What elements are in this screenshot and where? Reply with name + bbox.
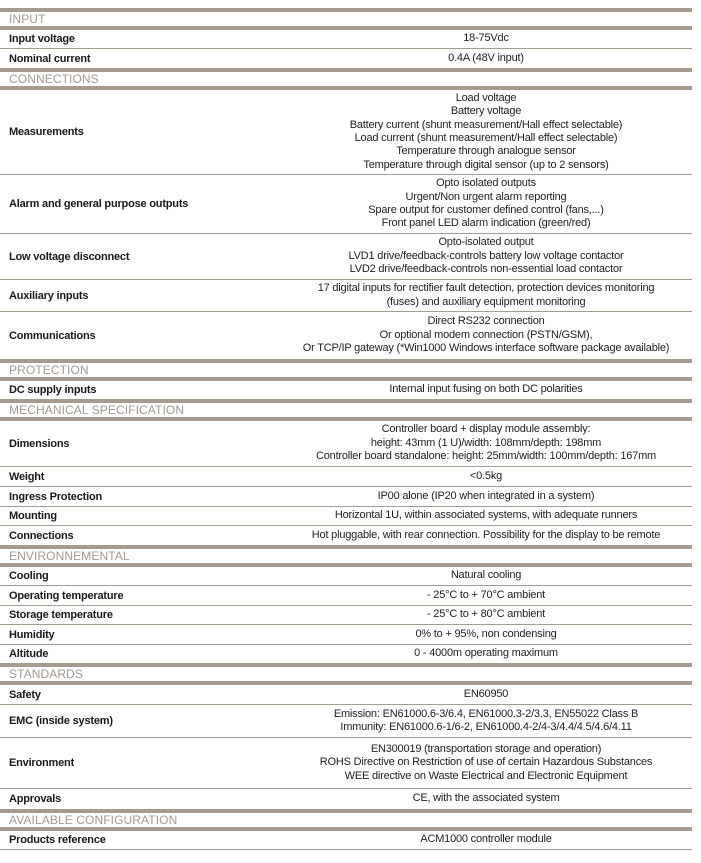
- spec-value: [280, 831, 692, 848]
- spec-row-products-reference: [0, 831, 692, 850]
- spec-row-weight: [0, 467, 692, 487]
- spec-row-storage-temperature: [0, 606, 692, 625]
- spec-value-line: Opto isolated outputs: [436, 177, 536, 190]
- spec-label: Products reference: [9, 834, 106, 846]
- spec-row-safety: [0, 685, 692, 705]
- section-header-connections: CONNECTIONS: [9, 72, 99, 86]
- spec-value: [280, 175, 692, 233]
- spec-value-line: 18-75Vdc: [463, 32, 509, 45]
- spec-value-line: Battery voltage: [450, 105, 522, 118]
- spec-value-line: LVD1 drive/feedback-controls battery low voltage contactor: [348, 249, 624, 262]
- spec-value-line: IP00 alone (IP20 when integrated in a system): [377, 489, 595, 502]
- spec-value-line: Or optional modem connection (PSTN/GSM),: [379, 328, 593, 341]
- spec-value: [280, 468, 692, 485]
- spec-value-line: Opto-isolated output: [438, 236, 534, 249]
- spec-row-environment: [0, 738, 692, 789]
- spec-label: Weight: [9, 470, 45, 483]
- spec-value-line: Battery current (shunt measurement/Hall effect selectable): [349, 118, 623, 131]
- spec-value-line: 0.4A (48V input): [448, 51, 524, 64]
- spec-row-emc-inside-system: [0, 705, 692, 738]
- spec-value-line: Hot pluggable, with rear connection. Possibility for the display to be remote: [311, 528, 661, 541]
- spec-value: [280, 527, 692, 544]
- spec-row-nominal-current: [0, 49, 692, 68]
- spec-value-line: Temperature through digital sensor (up to 2 sensors): [363, 158, 609, 171]
- spec-value-line: Spare output for customer defined control (fans,...): [368, 204, 604, 216]
- spec-label: DC supply inputs: [9, 384, 97, 396]
- spec-row-approvals: [0, 789, 692, 809]
- spec-label: Auxiliary inputs: [9, 289, 89, 302]
- spec-label: Storage temperature: [9, 609, 113, 621]
- spec-value: [280, 741, 692, 785]
- spec-row-dc-supply-inputs: [0, 381, 692, 399]
- spec-value: [280, 30, 692, 47]
- spec-value-line: Direct RS232 connection: [427, 315, 545, 328]
- spec-row-input-voltage: [0, 30, 692, 49]
- spec-value: [280, 421, 692, 465]
- spec-row-ingress-protection: [0, 487, 692, 507]
- spec-label: Low voltage disconnect: [9, 250, 130, 263]
- spec-value-line: ROHS Directive on Restriction of use of certain Hazardous Substances: [319, 756, 653, 769]
- spec-label: Environment: [9, 757, 75, 769]
- spec-value: [280, 686, 692, 703]
- spec-value: [280, 50, 692, 67]
- spec-value-line: (fuses) and auxiliary equipment monitoring: [386, 295, 586, 308]
- spec-row-operating-temperature: [0, 586, 692, 606]
- spec-row-communications: [0, 312, 692, 359]
- spec-value: [280, 626, 692, 643]
- spec-value: [280, 790, 692, 807]
- section-header-available-configuration: AVAILABLE CONFIGURATION: [9, 813, 178, 827]
- spec-value-line: 0% to + 95%, non condensing: [415, 627, 557, 640]
- spec-value-line: Controller board + display module assembly:: [381, 423, 591, 436]
- spec-value-line: Internal input fusing on both DC polarities: [389, 383, 583, 396]
- spec-label: Input voltage: [9, 33, 75, 45]
- section-header-input: INPUT: [9, 12, 46, 26]
- spec-value: [280, 606, 692, 623]
- spec-value-line: Emission: EN61000.6-3/6.4, EN61000.3-2/3.3, EN55022 Class B: [333, 707, 639, 720]
- spec-value-line: 0 - 4000m operating maximum: [414, 647, 558, 660]
- spec-value-line: Temperature through analogue sensor: [396, 145, 576, 158]
- spec-value-line: EN60950: [463, 687, 509, 700]
- spec-row-alarm-and-general-purpose-outputs: [0, 175, 692, 234]
- spec-label: Cooling: [9, 570, 49, 582]
- spec-label: Nominal current: [9, 52, 91, 65]
- spec-value: [280, 587, 692, 604]
- spec-value: [280, 280, 692, 311]
- spec-value-line: 17 digital inputs for rectifier fault detection, protection devices monitoring: [317, 282, 655, 295]
- spec-value-line: ACM1000 controller module: [420, 833, 552, 846]
- spec-value-line: Controller board standalone: height: 25mm/width: 100mm/depth: 167mm: [315, 450, 656, 463]
- spec-row-cooling: [0, 567, 692, 586]
- spec-label: Measurements: [9, 126, 84, 138]
- spec-label: Approvals: [9, 793, 61, 805]
- spec-value-line: height: 43mm (1 U)/width: 108mm/depth: 198mm: [370, 436, 602, 449]
- section-header-standards: STANDARDS: [9, 667, 84, 681]
- spec-label: Safety: [9, 688, 41, 701]
- spec-value-line: Or TCP/IP gateway (*Win1000 Windows interface software package available): [302, 342, 670, 355]
- spec-value-line: EN300019 (transportation storage and operation): [370, 742, 602, 755]
- spec-label: Connections: [9, 529, 74, 542]
- spec-value: [280, 234, 692, 278]
- spec-value: [280, 706, 692, 737]
- spec-value-line: <0.5kg: [469, 469, 503, 482]
- spec-label: Ingress Protection: [9, 490, 102, 503]
- spec-value-line: Horizontal 1U, within associated systems, with adequate runners: [334, 509, 638, 522]
- spec-value-line: Immunity: EN61000.6-1/6-2, EN61000.4-2/4-3/4.4/4.5/4.6/4.11: [340, 721, 632, 733]
- spec-label: Dimensions: [9, 437, 70, 450]
- spec-value-line: CE, with the associated system: [412, 792, 560, 805]
- spec-row-mounting: [0, 507, 692, 526]
- spec-label: Altitude: [9, 648, 49, 660]
- spec-value-line: Urgent/Non urgent alarm reporting: [405, 190, 567, 203]
- spec-row-auxiliary-inputs: [0, 280, 692, 312]
- spec-value-line: WEE directive on Waste Electrical and Electronic Equipment: [344, 769, 628, 782]
- spec-row-low-voltage-disconnect: [0, 234, 692, 280]
- spec-value-line: LVD2 drive/feedback-controls non-essential load contactor: [349, 263, 623, 276]
- section-header-mechanical-specification: MECHANICAL SPECIFICATION: [9, 403, 185, 417]
- spec-value: [280, 645, 692, 662]
- spec-value-line: Load current (shunt measurement/Hall effect selectable): [354, 132, 618, 144]
- spec-label: Humidity: [9, 628, 55, 641]
- spec-label: Mounting: [9, 510, 57, 522]
- spec-row-altitude: [0, 645, 692, 663]
- spec-label: Alarm and general purpose outputs: [9, 198, 189, 210]
- spec-label: Communications: [9, 329, 96, 342]
- spec-value: [280, 507, 692, 524]
- spec-value-line: Load voltage: [455, 91, 517, 104]
- spec-table: [0, 8, 692, 850]
- spec-value: [280, 567, 692, 584]
- section-header-environnemental: ENVIRONNEMENTAL: [9, 549, 130, 563]
- spec-value: [280, 313, 692, 357]
- spec-value: [280, 90, 692, 174]
- spec-row-humidity: [0, 625, 692, 645]
- spec-label: EMC (inside system): [9, 715, 113, 727]
- spec-row-measurements: [0, 90, 692, 175]
- spec-row-connections: [0, 526, 692, 545]
- spec-value-line: Natural cooling: [450, 569, 522, 582]
- spec-value-line: - 25°C to + 70°C ambient: [426, 588, 546, 601]
- spec-row-dimensions: [0, 421, 692, 467]
- spec-value-line: Front panel LED alarm indication (green/red): [381, 217, 591, 230]
- spec-value: [280, 488, 692, 505]
- spec-label: Operating temperature: [9, 589, 124, 602]
- section-header-protection: PROTECTION: [9, 363, 89, 377]
- spec-value: [280, 381, 692, 398]
- spec-value-line: - 25°C to + 80°C ambient: [426, 608, 546, 621]
